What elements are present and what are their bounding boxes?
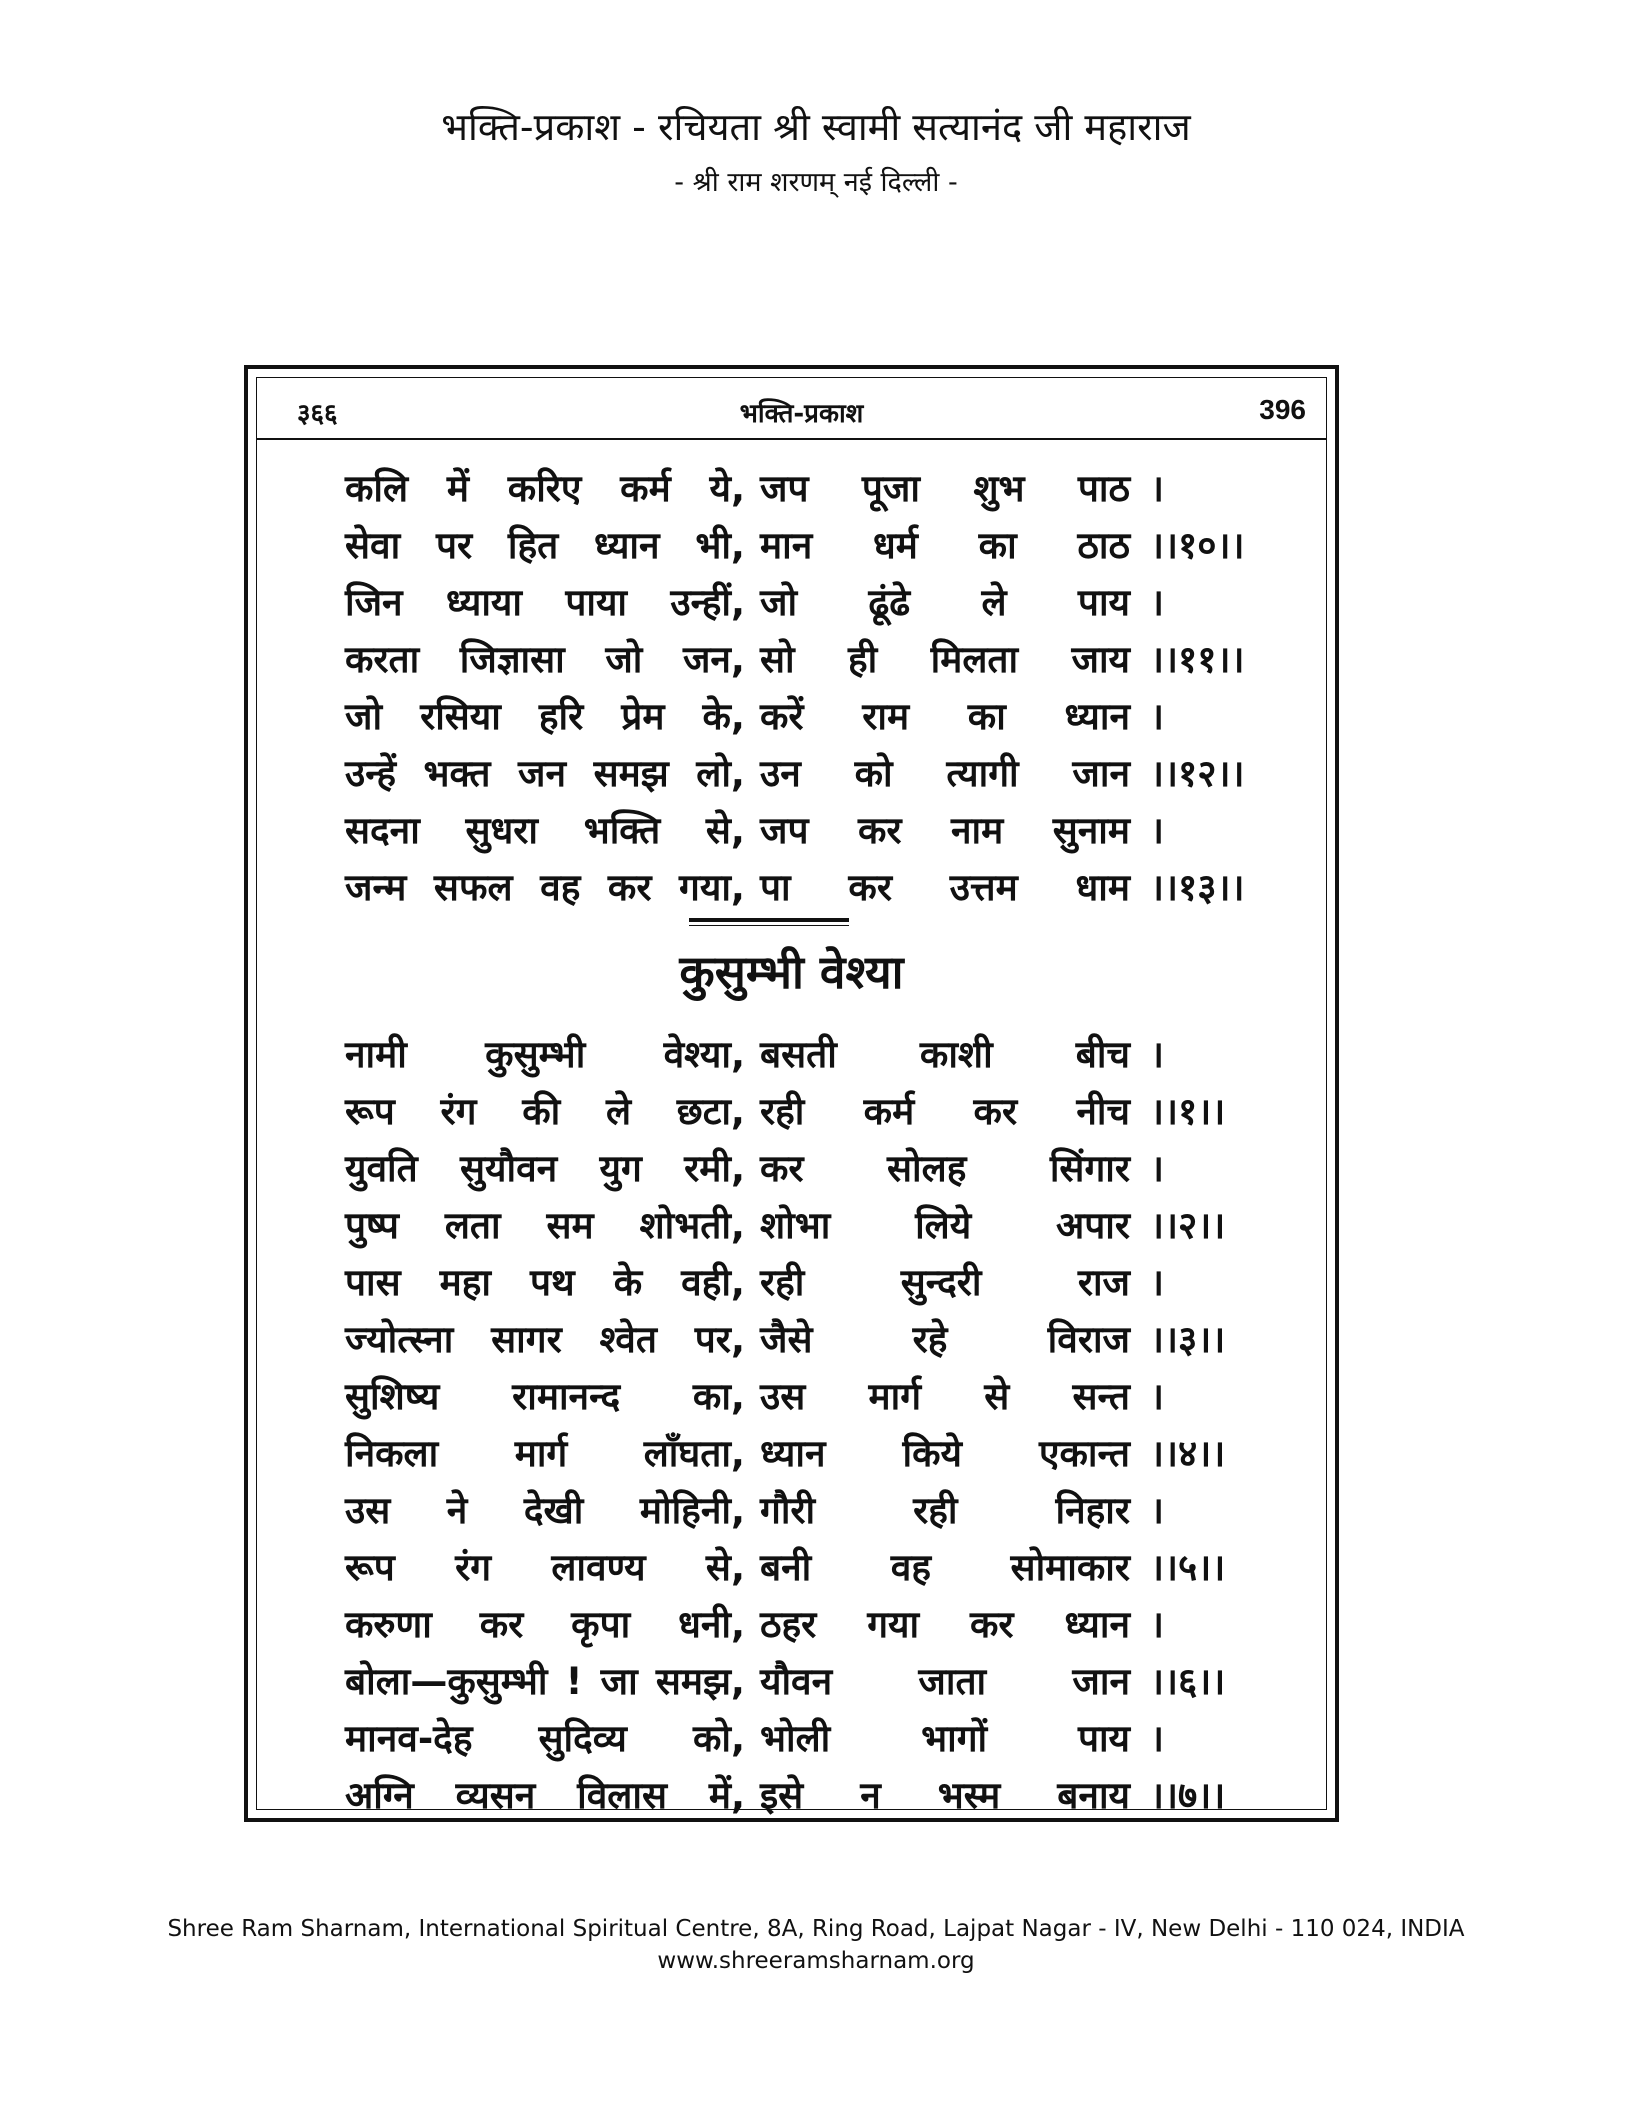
verse-mark: ।	[1150, 1033, 1165, 1076]
verse-line	[345, 1653, 1265, 1710]
verse-line	[345, 574, 1265, 631]
verse-second-half: जप कर नाम सुनाम	[760, 809, 1130, 852]
verse-mark: ।।५।।	[1150, 1546, 1226, 1589]
verse-first-half: युवति सुयौवन युग रमी,	[345, 1147, 745, 1190]
verse-line	[345, 517, 1265, 574]
verse-first-half: कलि में करिए कर्म ये,	[345, 467, 745, 510]
verse-mark: ।।१०।।	[1150, 524, 1245, 567]
verse-first-half: सुशिष्य रामानन्द का,	[345, 1375, 745, 1418]
verse-second-half: रही कर्म कर नीच	[760, 1090, 1130, 1133]
verse-mark: ।	[1150, 1717, 1165, 1760]
verse-first-half: नामी कुसुम्भी वेश्या,	[345, 1033, 745, 1076]
verse-second-half: पा कर उत्तम धाम	[760, 866, 1130, 909]
verse-mark: ।	[1150, 1603, 1165, 1646]
verse-first-half: पास महा पथ के वही,	[345, 1261, 745, 1304]
verse-first-half: निकला मार्ग लाँघता,	[345, 1432, 745, 1475]
verse-first-half: मानव-देह सुदिव्य को,	[345, 1717, 745, 1760]
verse-line	[345, 1197, 1265, 1254]
verse-second-half: जैसे रहे विराज	[760, 1318, 1130, 1361]
verse-line	[345, 1710, 1265, 1767]
verse-second-half: बनी वह सोमाकार	[760, 1546, 1130, 1589]
verse-first-half: बोला—कुसुम्भी ! जा समझ,	[345, 1660, 745, 1703]
verse-mark: ।।७।।	[1150, 1774, 1226, 1817]
verse-second-half: ठहर गया कर ध्यान	[760, 1603, 1130, 1646]
verse-line	[345, 1026, 1265, 1083]
page-number-devanagari: ३६६	[297, 399, 338, 429]
verse-first-half: पुष्प लता सम शोभती,	[345, 1204, 745, 1247]
verse-line	[345, 688, 1265, 745]
footer-website[interactable]: www.shreeramsharnam.org	[657, 1948, 975, 1974]
verse-second-half: उन को त्यागी जान	[760, 752, 1130, 795]
verse-mark: ।।३।।	[1150, 1318, 1226, 1361]
verse-first-half: जिन ध्याया पाया उन्हीं,	[345, 581, 745, 624]
verse-second-half: कर सोलह सिंगार	[760, 1147, 1130, 1190]
verse-mark: ।।१२।।	[1150, 752, 1245, 795]
verse-second-half: उस मार्ग से सन्त	[760, 1375, 1130, 1418]
verse-first-half: जो रसिया हरि प्रेम के,	[345, 695, 745, 738]
page-frame	[244, 365, 1339, 1822]
verse-line	[345, 1311, 1265, 1368]
verse-first-half: रूप रंग लावण्य से,	[345, 1546, 745, 1589]
verse-second-half: करें राम का ध्यान	[760, 695, 1130, 738]
verse-first-half: अग्नि व्यसन विलास में,	[345, 1774, 745, 1817]
verse-second-half: बसती काशी बीच	[760, 1033, 1130, 1076]
verse-second-half: ध्यान किये एकान्त	[760, 1432, 1130, 1475]
verse-mark: ।।२।।	[1150, 1204, 1226, 1247]
verse-first-half: करता जिज्ञासा जो जन,	[345, 638, 745, 681]
verse-first-half: उस ने देखी मोहिनी,	[345, 1489, 745, 1532]
verse-line	[345, 1083, 1265, 1140]
verse-block-2	[345, 1026, 1265, 1824]
verse-first-half: सदना सुधरा भक्ति से,	[345, 809, 745, 852]
verse-mark: ।	[1150, 1375, 1165, 1418]
verse-mark: ।।१३।।	[1150, 866, 1245, 909]
verse-mark: ।।१।।	[1150, 1090, 1226, 1133]
verse-line	[345, 460, 1265, 517]
verse-line	[345, 1539, 1265, 1596]
verse-second-half: इसे न भस्म बनाय	[760, 1774, 1130, 1817]
verse-block-1	[345, 460, 1265, 916]
verse-first-half: ज्योत्स्ना सागर श्वेत पर,	[345, 1318, 745, 1361]
verse-mark: ।	[1150, 1261, 1165, 1304]
footer-address: Shree Ram Sharnam, International Spiritual Centre, 8A, Ring Road, Lajpat Nagar - IV, New Delhi - 110 024, INDIA	[167, 1916, 1465, 1942]
verse-second-half: गौरी रही निहार	[760, 1489, 1130, 1532]
verse-first-half: करुणा कर कृपा धनी,	[345, 1603, 745, 1646]
verse-mark: ।	[1150, 1147, 1165, 1190]
verse-line	[345, 802, 1265, 859]
verse-mark: ।	[1150, 809, 1165, 852]
verse-mark: ।	[1150, 695, 1165, 738]
verse-line	[345, 1254, 1265, 1311]
verse-line	[345, 1767, 1265, 1824]
document-title: भक्ति-प्रकाश - रचियता श्री स्वामी सत्यानंद जी महाराज	[441, 105, 1191, 149]
verse-second-half: भोली भागों पाय	[760, 1717, 1130, 1760]
section-divider	[689, 918, 849, 926]
section-heading: कुसुम्भी वेश्या	[679, 945, 904, 999]
page-header	[297, 394, 1306, 434]
verse-second-half: रही सुन्दरी राज	[760, 1261, 1130, 1304]
document-subtitle: - श्री राम शरणम् नई दिल्ली -	[674, 167, 958, 198]
divider-thin-rule	[689, 925, 849, 926]
verse-mark: ।	[1150, 581, 1165, 624]
verse-line	[345, 631, 1265, 688]
verse-first-half: जन्म सफल वह कर गया,	[345, 866, 745, 909]
verse-second-half: जो ढूंढे ले पाय	[760, 581, 1130, 624]
verse-first-half: उन्हें भक्त जन समझ लो,	[345, 752, 745, 795]
verse-mark: ।।४।।	[1150, 1432, 1226, 1475]
verse-line	[345, 1368, 1265, 1425]
verse-line	[345, 1140, 1265, 1197]
verse-line	[345, 1482, 1265, 1539]
verse-line	[345, 859, 1265, 916]
verse-line	[345, 1425, 1265, 1482]
verse-mark: ।।११।।	[1150, 638, 1245, 681]
running-title: भक्ति-प्रकाश	[739, 399, 864, 429]
divider-thick-rule	[689, 918, 849, 922]
verse-line	[345, 1596, 1265, 1653]
verse-second-half: सो ही मिलता जाय	[760, 638, 1130, 681]
verse-mark: ।	[1150, 467, 1165, 510]
verse-second-half: जप पूजा शुभ पाठ	[760, 467, 1130, 510]
verse-second-half: मान धर्म का ठाठ	[760, 524, 1130, 567]
verse-mark: ।	[1150, 1489, 1165, 1532]
page-frame-inner	[256, 377, 1327, 1817]
verse-line	[345, 745, 1265, 802]
verse-first-half: रूप रंग की ले छटा,	[345, 1090, 745, 1133]
verse-second-half: यौवन जाता जान	[760, 1660, 1130, 1703]
verse-mark: ।।६।।	[1150, 1660, 1226, 1703]
header-rule	[257, 438, 1326, 440]
verse-first-half: सेवा पर हित ध्यान भी,	[345, 524, 745, 567]
verse-second-half: शोभा लिये अपार	[760, 1204, 1130, 1247]
page-number: 396	[1259, 394, 1306, 425]
